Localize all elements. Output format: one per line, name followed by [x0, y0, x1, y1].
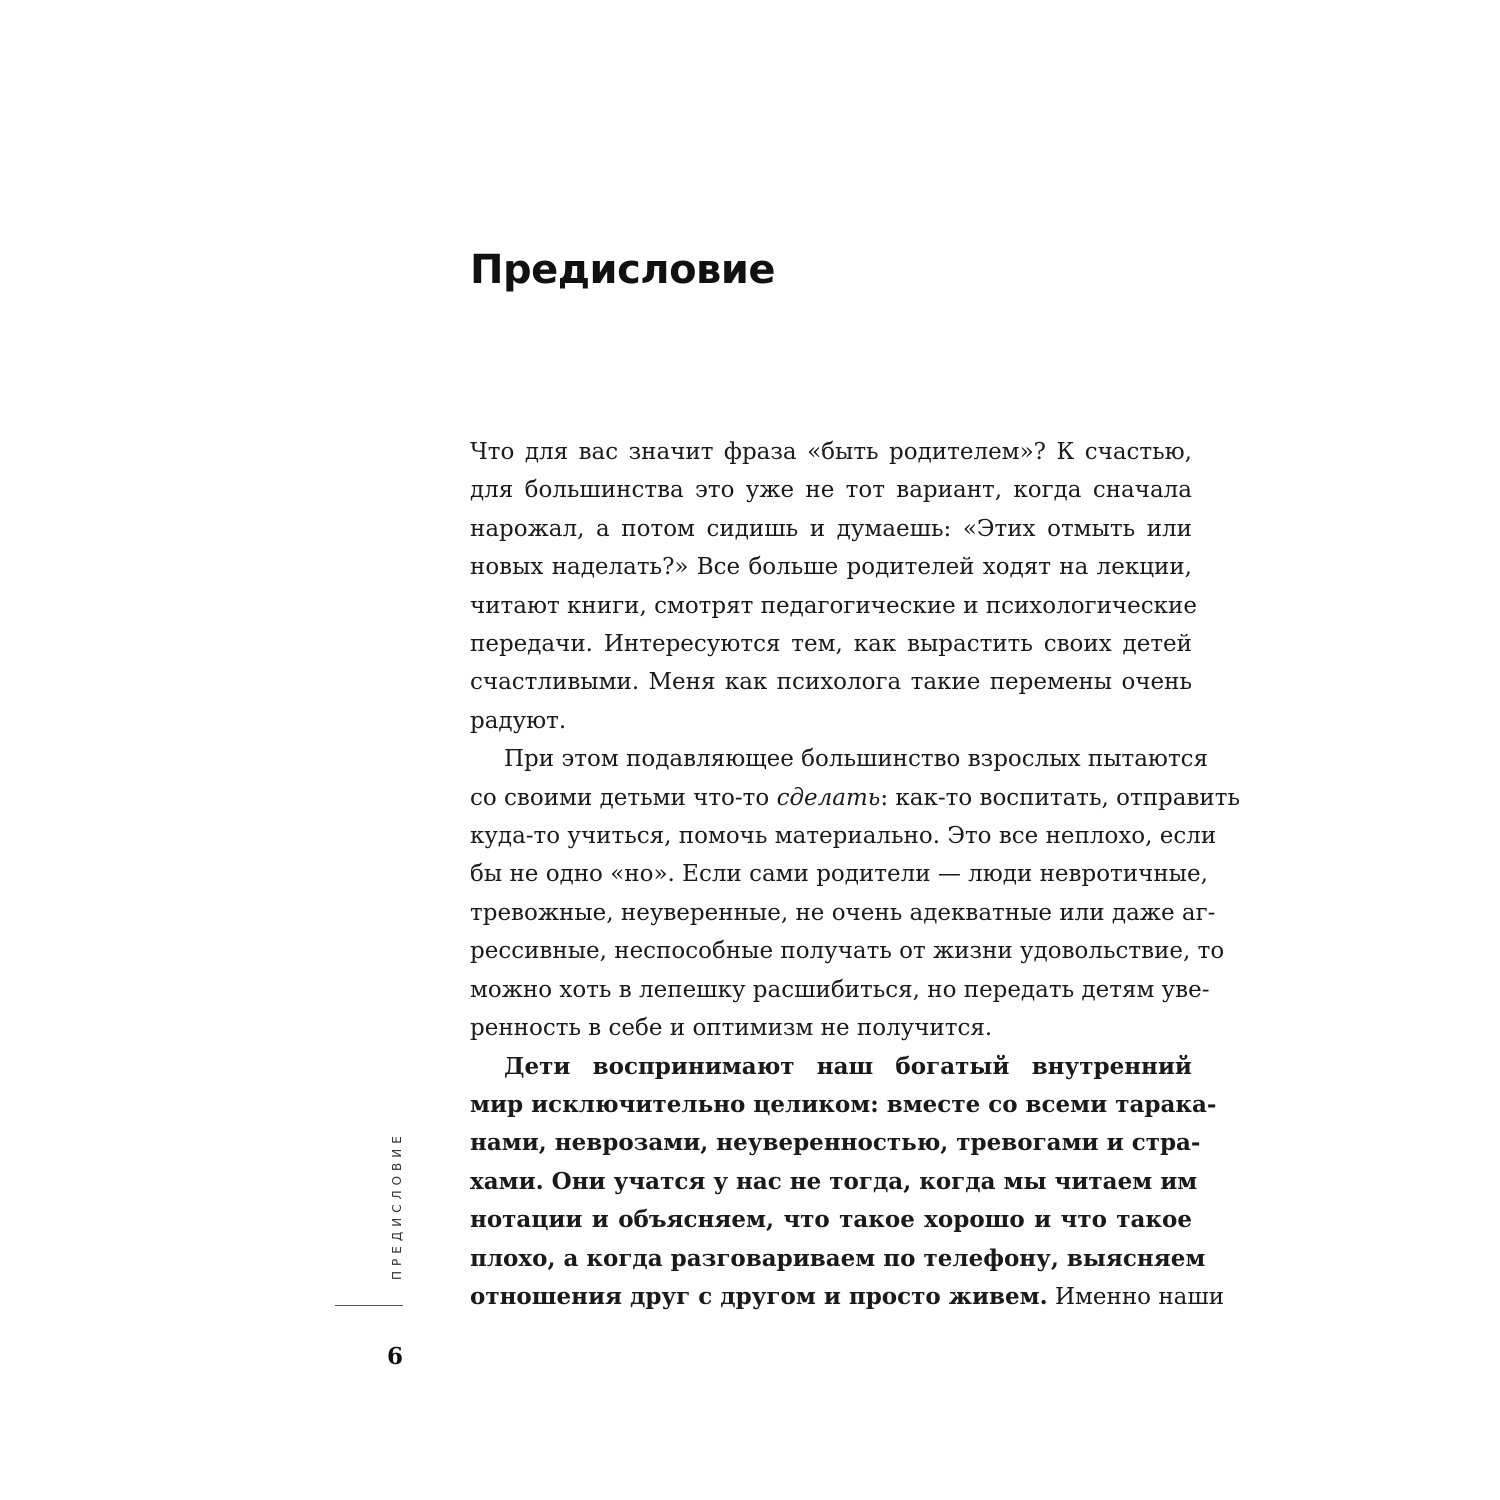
paragraph-2-line: рессивные, неспособные получать от жизни удовольствие, то — [470, 938, 1225, 965]
folio-rule — [335, 1305, 403, 1306]
paragraph-1-line: для большинства это уже не тот вариант, когда сначала — [470, 477, 1192, 504]
paragraph-3-bold-line: хами. Они учатся у нас не тогда, когда мы читаем им — [470, 1167, 1198, 1195]
paragraph-2-line: куда-то учиться, помочь материально. Это все неплохо, если — [470, 823, 1217, 850]
bold-run: отношения друг с другом и просто живем. — [470, 1282, 1048, 1310]
paragraph-2-line: При этом подавляющее большинство взрослых пытаются — [504, 746, 1209, 773]
paragraph-1-line: нарожал, а потом сидишь и думаешь: «Этих отмыть или — [470, 515, 1192, 542]
paragraph-3-bold-line: нами, неврозами, неуверенностью, тревогами и стра- — [470, 1129, 1201, 1157]
paragraph-1-line: новых наделать?» Все больше родителей ходят на лекции, — [470, 554, 1192, 581]
italic-word: сделать — [776, 784, 881, 811]
paragraph-2-line: тревожные, неуверенные, не очень адекватные или даже аг- — [470, 899, 1216, 926]
paragraph-1-line: Что для вас значит фраза «быть родителем»? К счастью, — [470, 439, 1192, 465]
paragraph-1-line: счастливыми. Меня как психолога такие перемены очень — [470, 669, 1192, 696]
page-number: 6 — [386, 1343, 403, 1370]
text-run: со своими детьми что-то — [470, 784, 777, 811]
paragraph-3-last-line — [470, 1278, 1225, 1316]
paragraph-3-bold-line: плохо, а когда разговариваем по телефону, выясняем — [470, 1244, 1206, 1272]
paragraph-2-line: бы не одно «но». Если сами родители — люди невротичные, — [470, 861, 1208, 888]
text-run: Именно наши — [1047, 1283, 1225, 1310]
chapter-title: Предисловие — [470, 247, 776, 293]
running-head: ПРЕДИСЛОВИЕ — [390, 1131, 404, 1280]
paragraph-2-line: ренность в себе и оптимизм не получится. — [470, 1015, 993, 1042]
body-text — [470, 433, 1241, 1316]
paragraph-3-bold-line: нотации и объясняем, что такое хорошо и что такое — [470, 1206, 1192, 1234]
paragraph-1-line: радуют. — [470, 707, 567, 734]
paragraph-2-line-emphasis — [470, 779, 1241, 817]
text-run: : как-то воспитать, отправить — [880, 784, 1241, 811]
paragraph-3-bold-line: Дети воспринимают наш богатый внутренний — [504, 1052, 1192, 1080]
paragraph-3-bold-line: мир исключительно целиком: вместе со всеми тарака- — [470, 1090, 1217, 1118]
paragraph-1-line: читают книги, смотрят педагогические и психологические — [470, 592, 1197, 619]
paragraph-1-line: передачи. Интересуются тем, как вырастить своих детей — [470, 631, 1192, 658]
paragraph-2-line: можно хоть в лепешку расшибиться, но передать детям уве- — [470, 976, 1210, 1003]
